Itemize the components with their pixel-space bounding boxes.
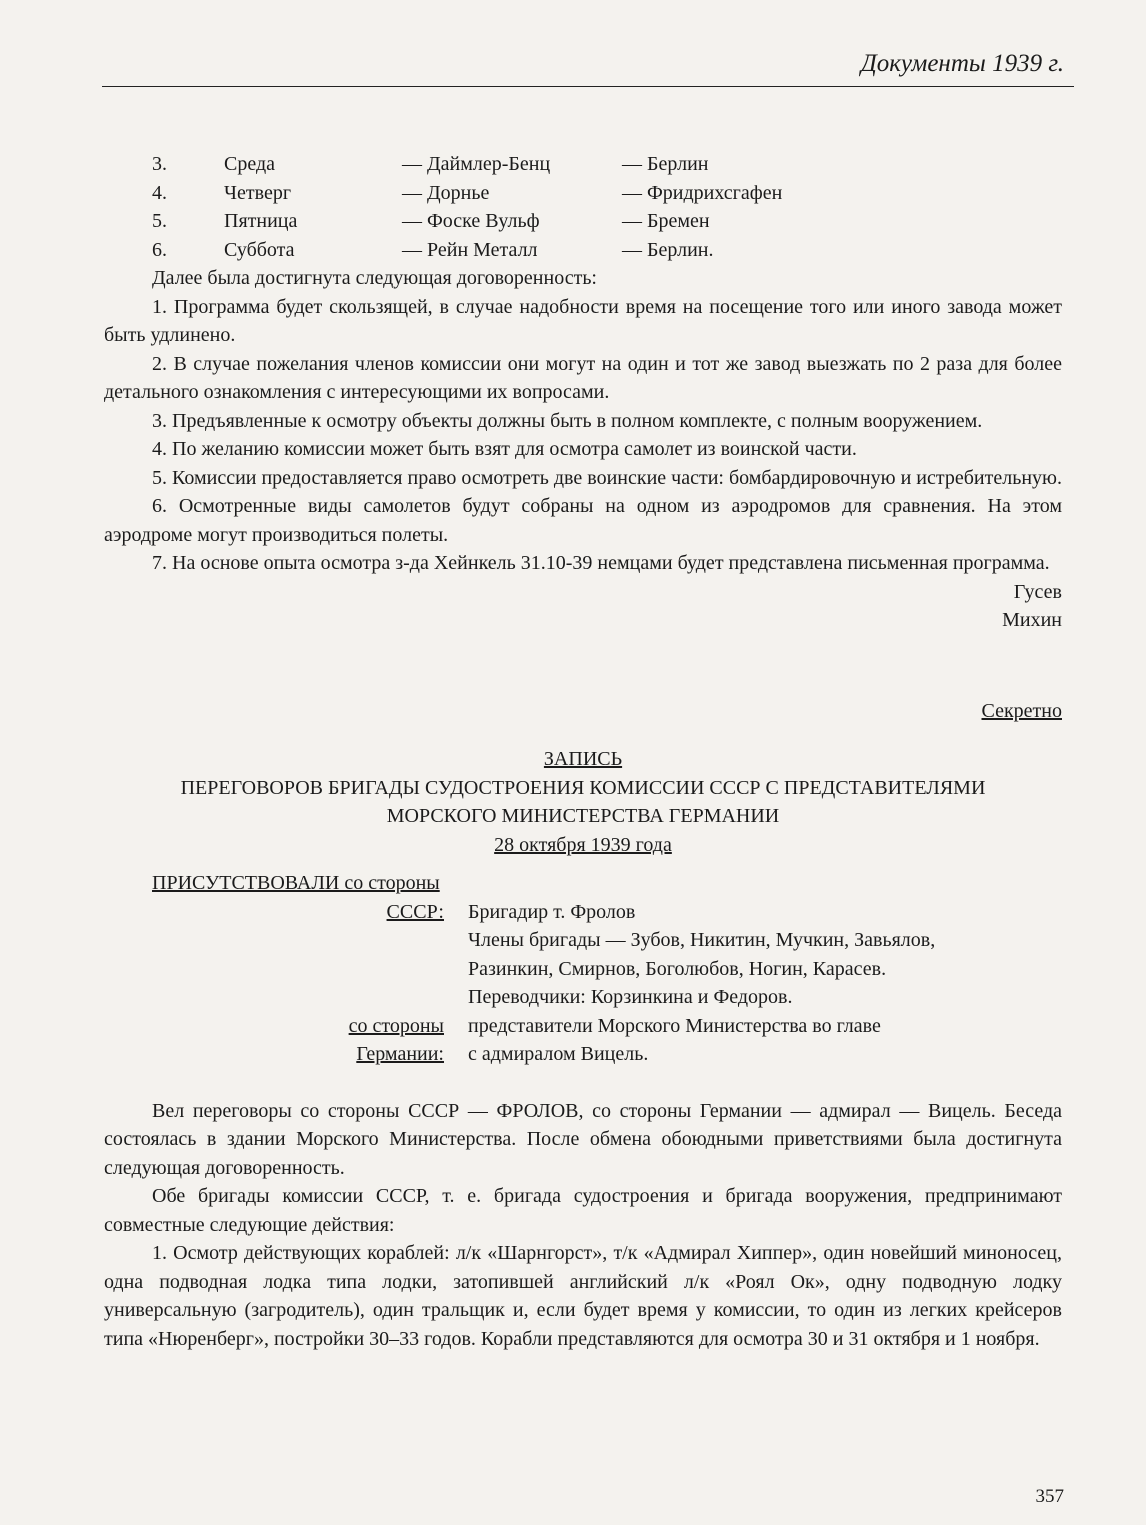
record-subtitle-line1: ПЕРЕГОВОРОВ БРИГАДЫ СУДОСТРОЕНИЯ КОМИССИИ СССР С ПРЕДСТАВИТЕЛЯМИ [180,776,986,799]
agreement-item: 6. Осмотренные виды самолетов будут собраны на одном из аэродромов для сравнения. На этом аэродроме могут производиться полеты. [104,495,1062,546]
schedule-firm: — Дорнье [402,181,490,204]
ussr-label: СССР: [386,900,444,923]
germany-line: с адмиралом Вицель. [468,1043,649,1065]
schedule-list [104,150,1062,264]
schedule-firm: — Рейн Металл [402,238,538,261]
schedule-num: 4. [152,181,167,204]
schedule-city: — Бремен [622,210,710,232]
ussr-line: Разинкин, Смирнов, Боголюбов, Ногин, Карасев. [468,957,887,980]
schedule-row [152,150,1062,179]
schedule-city: — Фридрихсгафен [622,181,783,204]
running-head: Документы 1939 г. [860,50,1064,77]
schedule-city: — Берлин [622,153,709,175]
agreement-item: 4. По желанию комиссии может быть взят для осмотра самолет из воинской части. [152,438,857,460]
ussr-line: Переводчики: Корзинкина и Федоров. [468,986,793,1008]
schedule-row [152,179,1062,208]
record-subtitle-line2: МОРСКОГО МИНИСТЕРСТВА ГЕРМАНИИ [386,805,780,827]
secret-stamp: Секретно [981,699,1062,722]
page-body [104,150,1062,1353]
schedule-num: 5. [152,210,167,232]
schedule-firm: — Фоске Вульф [402,210,540,232]
agreement-item: 5. Комиссии предоставляется право осмотреть две воинские части: бомбардировочную и истребительную. [152,466,1062,489]
schedule-day: Пятница [224,210,298,232]
ussr-line: Члены бригады — Зубов, Никитин, Мучкин, Завьялов, [468,929,936,951]
signature-mikhin: Михин [1002,609,1062,631]
germany-label-line2: Германии: [356,1043,444,1065]
schedule-num: 6. [152,238,167,261]
schedule-day: Четверг [224,181,292,204]
schedule-firm: — Даймлер-Бенц [402,153,551,175]
schedule-num: 3. [152,153,167,175]
schedule-day: Суббота [224,238,295,261]
present-heading: ПРИСУТСТВОВАЛИ со стороны [152,872,440,894]
agreement-intro: Далее была достигнута следующая договоренность: [152,267,597,289]
page-number: 357 [1035,1486,1064,1507]
schedule-row [152,207,1062,236]
schedule-city: — Берлин. [622,238,714,261]
signature-gusev: Гусев [1013,580,1062,603]
agreement-item: 3. Предъявленные к осмотру объекты должны быть в полном комплекте, с полным вооружением. [152,409,983,432]
germany-line: представители Морского Министерства во главе [468,1014,881,1037]
germany-label-line1: со стороны [348,1014,444,1037]
agreement-item: 7. На основе опыта осмотра з-да Хейнкель 31.10-39 немцами будет представлена письменная программа. [152,552,1050,574]
agreement-item: 1. Программа будет скользящей, в случае надобности время на посещение того или иного завода может быть удлинено. [104,295,1062,346]
record-paragraph: Обе бригады комиссии СССР, т. е. бригада судостроения и бригада вооружения, предпринимают совместные следующие действия: [104,1185,1062,1236]
record-title-block [104,745,1062,859]
ussr-line: Бригадир т. Фролов [468,900,636,923]
agreement-item: 2. В случае пожелания членов комиссии они могут на один и тот же завод выезжать по 2 раза для более детального ознакомления с интересующими их вопросами. [104,352,1062,403]
header-rule [102,86,1074,87]
record-paragraph: 1. Осмотр действующих кораблей: л/к «Шарнгорст», т/к «Адмирал Хиппер», один новейший миноносец, одна подводная лодка типа лодки, затопившей английский л/к «Роял Ок», одну подводную лодку универсальную (загродитель), один тральщик и, если будет время у комиссии, то один из легких крейсеров типа «Нюренберг», постройки 30–33 годов. Корабли представляются для осмотра 30 и 31 октября и 1 ноября. [104,1242,1062,1350]
record-title: ЗАПИСЬ [543,748,623,770]
record-paragraph: Вел переговоры со стороны СССР — ФРОЛОВ, со стороны Германии — адмирал — Вицель. Беседа состоялась в здании Морского Министерства. После обмена обоюдными приветствиями была достигнута следующая договоренность. [104,1099,1062,1179]
schedule-row [152,236,1062,265]
present-list [104,898,1062,1069]
record-date: 28 октября 1939 года [494,833,672,856]
schedule-day: Среда [224,153,276,175]
